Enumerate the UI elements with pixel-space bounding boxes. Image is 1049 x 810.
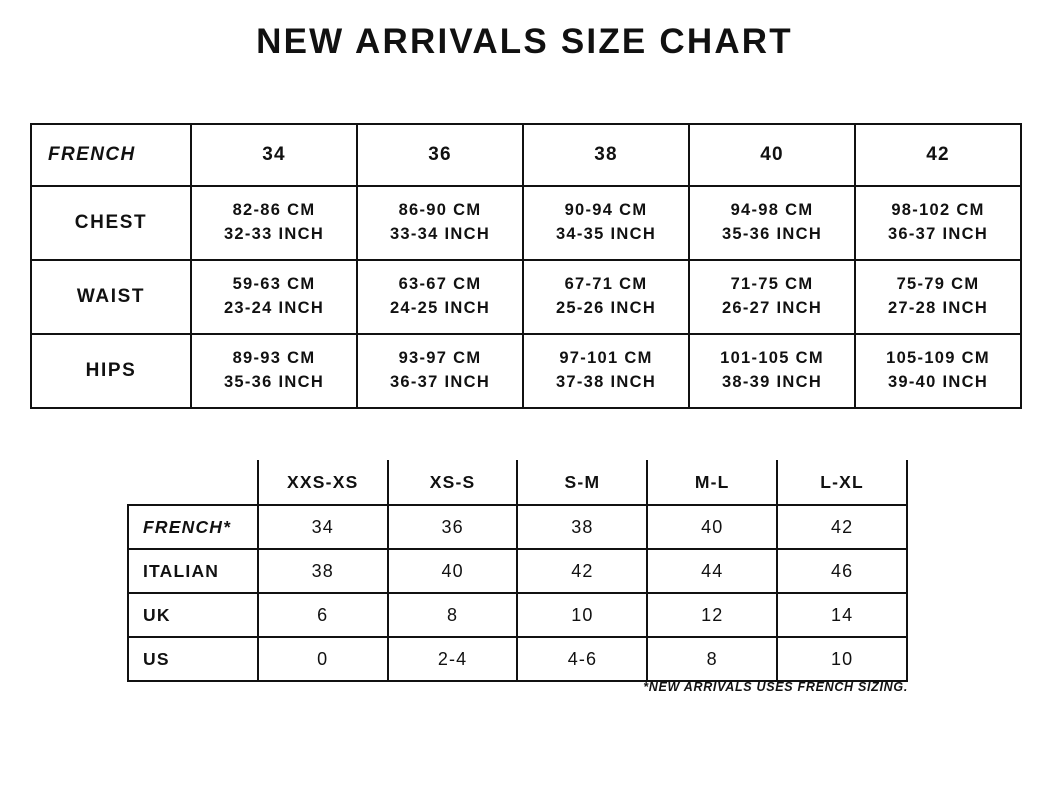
conversion-header-xxs-xs: XXS-XS [258,460,388,505]
hips-36-cm: 93-97 CM [398,349,482,368]
waist-40-cm: 71-75 CM [730,275,814,294]
uk-s-m: 10 [517,593,647,637]
hips-42-inch: 39-40 INCH [887,373,989,391]
hips-42-cm: 105-109 CM [886,349,990,368]
size-header-36: 36 [357,124,523,186]
table-row [31,334,1021,408]
uk-l-xl: 14 [777,593,907,637]
conversion-header-row [128,460,907,505]
hips-34-inch: 35-36 INCH [223,373,325,391]
page-title: NEW ARRIVALS SIZE CHART [256,22,793,61]
hips-38-cm: 97-101 CM [559,349,653,368]
conversion-row-label-us: US [128,637,258,681]
us-m-l: 8 [647,637,777,681]
waist-42 [855,260,1021,334]
uk-m-l: 12 [647,593,777,637]
chest-38 [523,186,689,260]
uk-xs-s: 8 [388,593,518,637]
uk-xxs-xs: 6 [258,593,388,637]
hips-40-cm: 101-105 CM [720,349,824,368]
chest-38-cm: 90-94 CM [564,201,648,220]
size-header-34: 34 [191,124,357,186]
us-xs-s: 2-4 [388,637,518,681]
chest-34-inch: 32-33 INCH [223,225,325,243]
waist-40-inch: 26-27 INCH [721,299,823,317]
conversion-row-label-italian: ITALIAN [128,549,258,593]
waist-38 [523,260,689,334]
table-row [128,593,907,637]
hips-36 [357,334,523,408]
chest-36-inch: 33-34 INCH [389,225,491,243]
waist-34-inch: 23-24 INCH [223,299,325,317]
chest-34-cm: 82-86 CM [232,201,316,220]
italian-xxs-xs: 38 [258,549,388,593]
table-row [128,637,907,681]
hips-40 [689,334,855,408]
measurements-table [30,123,1022,409]
chest-42 [855,186,1021,260]
conversion-header-l-xl: L-XL [777,460,907,505]
italian-xs-s: 40 [388,549,518,593]
table-row [128,505,907,549]
waist-42-cm: 75-79 CM [896,275,980,294]
hips-38-inch: 37-38 INCH [555,373,657,391]
waist-38-inch: 25-26 INCH [555,299,657,317]
hips-38 [523,334,689,408]
measurements-corner-label: FRENCH [31,124,191,186]
french-xxs-xs: 34 [258,505,388,549]
chest-36 [357,186,523,260]
us-l-xl: 10 [777,637,907,681]
waist-42-inch: 27-28 INCH [887,299,989,317]
conversion-corner-blank [128,460,258,505]
conversion-row-label-french: FRENCH* [128,505,258,549]
waist-34-cm: 59-63 CM [232,275,316,294]
conversion-header-s-m: S-M [517,460,647,505]
waist-36-inch: 24-25 INCH [389,299,491,317]
us-xxs-xs: 0 [258,637,388,681]
conversion-header-xs-s: XS-S [388,460,518,505]
size-header-40: 40 [689,124,855,186]
waist-34 [191,260,357,334]
table-row [128,549,907,593]
french-m-l: 40 [647,505,777,549]
size-header-38: 38 [523,124,689,186]
row-label-hips: HIPS [31,334,191,408]
hips-40-inch: 38-39 INCH [721,373,823,391]
chest-40-cm: 94-98 CM [730,201,814,220]
french-l-xl: 42 [777,505,907,549]
table-row [31,186,1021,260]
chest-40-inch: 35-36 INCH [721,225,823,243]
table-row [31,260,1021,334]
size-conversion-table [127,460,908,682]
sizing-footnote: *NEW ARRIVALS USES FRENCH SIZING. [643,680,908,694]
conversion-header-m-l: M-L [647,460,777,505]
hips-34 [191,334,357,408]
chest-34 [191,186,357,260]
italian-m-l: 44 [647,549,777,593]
size-header-42: 42 [855,124,1021,186]
us-s-m: 4-6 [517,637,647,681]
waist-40 [689,260,855,334]
conversion-row-label-uk: UK [128,593,258,637]
italian-s-m: 42 [517,549,647,593]
chest-36-cm: 86-90 CM [398,201,482,220]
french-xs-s: 36 [388,505,518,549]
waist-36 [357,260,523,334]
waist-36-cm: 63-67 CM [398,275,482,294]
chest-42-cm: 98-102 CM [891,201,985,220]
waist-38-cm: 67-71 CM [564,275,648,294]
hips-34-cm: 89-93 CM [232,349,316,368]
italian-l-xl: 46 [777,549,907,593]
chest-38-inch: 34-35 INCH [555,225,657,243]
chest-42-inch: 36-37 INCH [887,225,989,243]
hips-42 [855,334,1021,408]
chest-40 [689,186,855,260]
row-label-waist: WAIST [31,260,191,334]
french-s-m: 38 [517,505,647,549]
table-header-row [31,124,1021,186]
row-label-chest: CHEST [31,186,191,260]
hips-36-inch: 36-37 INCH [389,373,491,391]
